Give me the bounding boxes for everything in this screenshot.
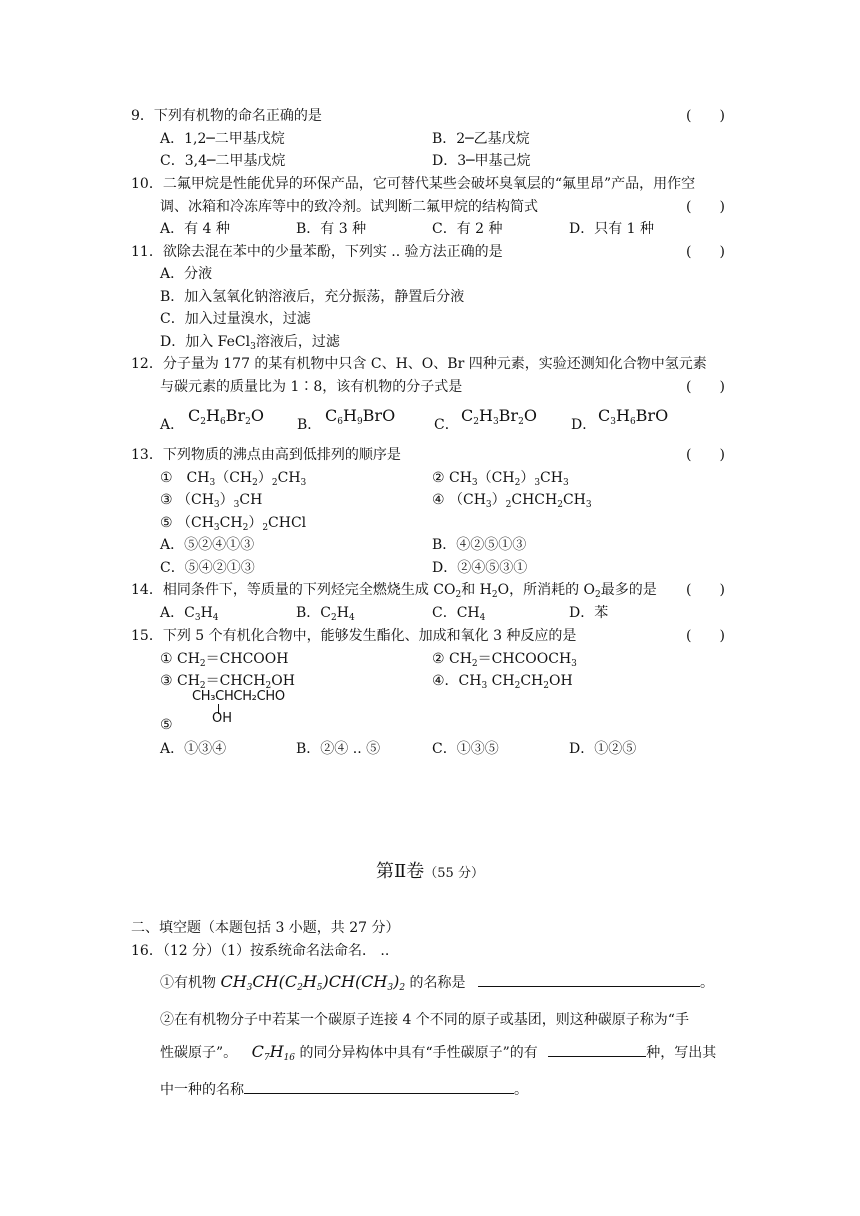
q13-item-3: ③ $(CH_3)_3CH$ (160, 492, 263, 510)
q12-option-b-formula: $C_6H_9BrO$ (325, 406, 396, 427)
q16-part2-line3: 中一种的名称 。 (160, 1079, 528, 1099)
q13-option-c: C．⑤④②①③ (160, 560, 255, 576)
q10-option-a: A．有 4 种 (160, 221, 230, 237)
q12-stem-line2: 与碳元素的质量比为 1∶8，该有机物的分子式是 (160, 379, 463, 395)
q16-formula-c7h16: $C_7H_{16}$ (251, 1042, 296, 1063)
q13-item-1: ① $CH_3(CH_2)_2CH_3$ (160, 470, 307, 488)
q12-option-b-label: B． (297, 417, 322, 433)
q14-option-b: B．$C_2H_4$ (296, 605, 355, 623)
q14-stem: 14．相同条件下，等质量的下列烃完全燃烧生成 $CO_2$和 $H_2O$，所消耗的 $O_2$最多的是 (131, 582, 657, 600)
q12-option-d-label: D． (571, 417, 597, 433)
q10-answer-paren: ( ) (686, 199, 725, 215)
q16-answer-blank-2[interactable] (548, 1042, 646, 1057)
q11-option-b: B．加入氢氧化钠溶液后，充分振荡，静置后分液 (160, 289, 465, 305)
q12-option-a-label: A． (160, 417, 185, 433)
q10-option-d: D．只有 1 种 (569, 221, 655, 237)
q9-option-b: B．2─乙基戊烷 (432, 131, 530, 147)
q15-stem: 15．下列 5 个有机化合物中，能够发生酯化、加成和氧化 3 种反应的是 (131, 628, 577, 644)
q10-stem-line1: 10．二氟甲烷是性能优异的环保产品，它可替代某些会破坏臭氧层的“氟里昂”产品，用作空 (131, 176, 696, 192)
q12-option-c-formula: $C_2H_3Br_2O$ (461, 406, 537, 427)
q11-option-a: A．分液 (160, 266, 213, 282)
section-2-title (0, 861, 860, 885)
q13-answer-paren: ( ) (686, 447, 725, 463)
fill-in-heading: 二、填空题（本题包括 3 小题，共 27 分） (131, 920, 400, 936)
q10-stem-line2: 调、冰箱和冷冻库等中的致冷剂。试判断二氟甲烷的结构简式 (160, 199, 538, 215)
q15-item-5-marker: ⑤ (160, 717, 173, 733)
structure-hydroxyl: OH (212, 711, 233, 726)
q13-item-2: ② $CH_3(CH_2)_3CH_3$ (432, 470, 569, 488)
section-2-score: （55 分） (424, 866, 484, 881)
q15-option-a: A．①③④ (160, 741, 227, 757)
q10-option-b: B．有 3 种 (296, 221, 367, 237)
q9-option-c: C．3,4─二甲基戊烷 (160, 153, 286, 169)
q9-option-d: D．3─甲基己烷 (432, 153, 531, 169)
q14-option-d: D．苯 (569, 605, 609, 621)
q15-item-2: ② $CH_2=CHCOOCH_3$ (432, 651, 577, 669)
q16-answer-blank-3[interactable] (244, 1079, 514, 1094)
q13-item-5: ⑤ $(CH_3CH_2)_2CHCl$ (160, 515, 307, 533)
structure-main-chain: CH₃CHCH₂CHO (192, 689, 285, 704)
q16-part2-line2: 性碳原子”。 $C_7H_{16}$ 的同分异构体中具有“手性碳原子”的有 种，写出其 (160, 1042, 717, 1063)
q13-option-b: B．④②⑤①③ (432, 537, 527, 553)
section-2-title-text: 第Ⅱ卷 (376, 861, 425, 882)
q16-formula: $CH_3CH(C_2H_5)CH(CH_3)_2$ (220, 972, 406, 993)
q11-option-d: D．加入 FeCl$_3$溶液后，过滤 (160, 334, 340, 352)
q14-option-c: C．$CH_4$ (432, 605, 486, 623)
q12-option-a-formula: $C_2H_6Br_2O$ (188, 406, 264, 427)
q15-option-b: B．②④ .. ⑤ (296, 741, 381, 757)
q13-stem: 13．下列物质的沸点由高到低排列的顺序是 (131, 447, 401, 463)
q12-option-c-label: C． (434, 417, 459, 433)
q16-answer-blank-1[interactable] (478, 972, 700, 987)
q11-stem: 11．欲除去混在苯中的少量苯酚，下列实 .. 验方法正确的是 (131, 244, 503, 260)
q16-part1: ①有机物 $CH_3CH(C_2H_5)CH(CH_3)_2$ 的名称是 。 (160, 972, 714, 993)
q13-item-4: ④ $(CH_3)_2CHCH_2CH_3$ (432, 492, 592, 510)
q15-answer-paren: ( ) (686, 628, 725, 644)
q13-option-a: A．⑤②④①③ (160, 537, 255, 553)
q13-option-d: D．②④⑤③① (432, 560, 528, 576)
q12-answer-paren: ( ) (686, 379, 725, 395)
q15-option-d: D．①②⑤ (569, 741, 637, 757)
q12-option-d-formula: $C_3H_6BrO$ (598, 406, 669, 427)
q16-part2-line1: ②在有机物分子中若某一个碳原子连接 4 个不同的原子或基团，则这种碳原子称为“手 (160, 1012, 689, 1028)
q11-option-c: C．加入过量溴水，过滤 (160, 311, 311, 327)
q12-stem-line1: 12．分子量为 177 的某有机物中只含 C、H、O、Br 四种元素，实验还测知化合物中氢元素 (131, 356, 707, 372)
q9-option-a: A．1,2─二甲基戊烷 (160, 131, 285, 147)
q15-item-3: ③ $CH_2=CHCH_2OH$ (160, 673, 295, 691)
q16-stem: 16．（12 分）（1）按系统命名法命名． .. (131, 943, 390, 959)
q14-option-a: A．$C_3H_4$ (160, 605, 219, 623)
q9-answer-paren: ( ) (686, 108, 725, 124)
q15-item-1: ① $CH_2=CHCOOH$ (160, 651, 289, 669)
q15-option-c: C．①③⑤ (432, 741, 499, 757)
q14-answer-paren: ( ) (686, 582, 725, 598)
q15-item-4: ④．$CH_3$ $CH_2CH_2OH$ (432, 673, 573, 691)
q11-answer-paren: ( ) (686, 244, 725, 260)
q15-item-5-structure (190, 689, 300, 729)
q9-stem: 9．下列有机物的命名正确的是 (131, 108, 322, 124)
q10-option-c: C．有 2 种 (432, 221, 503, 237)
